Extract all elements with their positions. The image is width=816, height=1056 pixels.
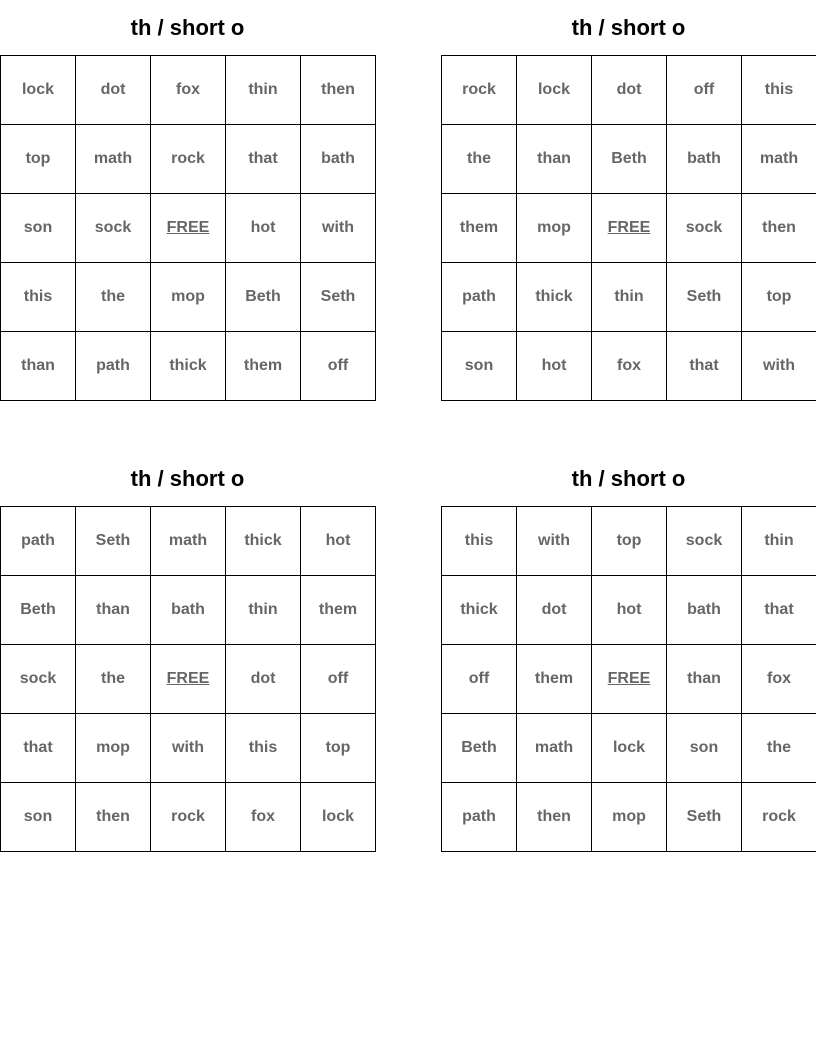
grid-cell: top [1, 125, 76, 194]
grid-row [1, 56, 376, 125]
grid-cell: thick [517, 263, 592, 332]
grid-cell: the [76, 263, 151, 332]
grid-cell: this [1, 263, 76, 332]
grid-row [442, 507, 816, 576]
grid-cell: the [742, 714, 816, 783]
bingo-card-2 [441, 0, 816, 401]
grid-cell: sock [667, 507, 742, 576]
grid-cell: rock [442, 56, 517, 125]
grid-cell: math [517, 714, 592, 783]
grid-cell: thin [592, 263, 667, 332]
grid-cell: lock [592, 714, 667, 783]
grid-row [442, 714, 816, 783]
grid-row [1, 194, 376, 263]
grid-row [442, 645, 816, 714]
grid-row [442, 263, 816, 332]
grid-row [1, 714, 376, 783]
grid-cell: than [517, 125, 592, 194]
bingo-grid [0, 55, 376, 401]
bingo-card-3 [0, 451, 375, 852]
grid-cell: Seth [301, 263, 376, 332]
grid-cell: Seth [76, 507, 151, 576]
grid-row [442, 56, 816, 125]
grid-cell: with [301, 194, 376, 263]
grid-cell: hot [517, 332, 592, 401]
grid-cell: sock [667, 194, 742, 263]
grid-cell: that [1, 714, 76, 783]
grid-cell: Beth [226, 263, 301, 332]
card-title: th / short o [130, 15, 245, 40]
grid-cell: then [301, 56, 376, 125]
grid-cell: fox [592, 332, 667, 401]
grid-cell: Seth [667, 783, 742, 852]
card-title: th / short o [130, 466, 245, 491]
free-space-cell: FREE [151, 645, 226, 714]
grid-cell: the [442, 125, 517, 194]
free-space-cell: FREE [151, 194, 226, 263]
grid-cell: mop [151, 263, 226, 332]
grid-row [442, 194, 816, 263]
grid-cell: this [442, 507, 517, 576]
card-title: th / short o [571, 15, 686, 40]
grid-cell: dot [592, 56, 667, 125]
free-space-cell: FREE [592, 645, 667, 714]
grid-cell: then [742, 194, 816, 263]
grid-cell: fox [151, 56, 226, 125]
grid-cell: them [301, 576, 376, 645]
grid-cell: thick [226, 507, 301, 576]
grid-cell: that [742, 576, 816, 645]
grid-cell: dot [517, 576, 592, 645]
grid-cell: hot [226, 194, 301, 263]
grid-cell: thin [226, 576, 301, 645]
grid-cell: that [226, 125, 301, 194]
grid-cell: Beth [1, 576, 76, 645]
grid-cell: son [1, 194, 76, 263]
grid-cell: thick [151, 332, 226, 401]
grid-cell: bath [301, 125, 376, 194]
grid-cell: path [76, 332, 151, 401]
grid-row [1, 576, 376, 645]
grid-cell: sock [76, 194, 151, 263]
grid-cell: off [442, 645, 517, 714]
card-title: th / short o [571, 466, 686, 491]
grid-cell: this [226, 714, 301, 783]
grid-cell: math [742, 125, 816, 194]
grid-cell: mop [76, 714, 151, 783]
grid-cell: lock [517, 56, 592, 125]
grid-cell: top [592, 507, 667, 576]
grid-cell: math [76, 125, 151, 194]
grid-cell: Beth [442, 714, 517, 783]
grid-cell: path [1, 507, 76, 576]
grid-cell: with [517, 507, 592, 576]
grid-cell: hot [592, 576, 667, 645]
grid-cell: bath [667, 125, 742, 194]
bingo-card-1 [0, 0, 375, 401]
grid-cell: top [301, 714, 376, 783]
grid-cell: mop [517, 194, 592, 263]
grid-row [442, 332, 816, 401]
grid-cell: bath [667, 576, 742, 645]
grid-cell: then [76, 783, 151, 852]
grid-row [1, 332, 376, 401]
grid-cell: fox [742, 645, 816, 714]
grid-cell: bath [151, 576, 226, 645]
grid-row [442, 783, 816, 852]
grid-row [442, 576, 816, 645]
grid-row [1, 645, 376, 714]
grid-cell: Beth [592, 125, 667, 194]
grid-cell: rock [151, 125, 226, 194]
grid-cell: dot [76, 56, 151, 125]
grid-row [442, 125, 816, 194]
grid-cell: off [301, 332, 376, 401]
grid-cell: with [742, 332, 816, 401]
bingo-grid [441, 506, 816, 852]
grid-cell: than [1, 332, 76, 401]
grid-cell: son [1, 783, 76, 852]
grid-cell: then [517, 783, 592, 852]
grid-cell: son [442, 332, 517, 401]
grid-cell: thin [226, 56, 301, 125]
bingo-grid [441, 55, 816, 401]
grid-cell: lock [301, 783, 376, 852]
grid-cell: them [517, 645, 592, 714]
grid-row [1, 507, 376, 576]
grid-cell: hot [301, 507, 376, 576]
grid-cell: off [667, 56, 742, 125]
grid-cell: fox [226, 783, 301, 852]
grid-cell: son [667, 714, 742, 783]
bingo-card-4 [441, 451, 816, 852]
bingo-grid [0, 506, 376, 852]
grid-cell: this [742, 56, 816, 125]
grid-cell: rock [151, 783, 226, 852]
grid-cell: rock [742, 783, 816, 852]
grid-cell: than [667, 645, 742, 714]
grid-cell: thin [742, 507, 816, 576]
grid-cell: that [667, 332, 742, 401]
grid-cell: path [442, 783, 517, 852]
grid-cell: them [442, 194, 517, 263]
grid-cell: top [742, 263, 816, 332]
grid-cell: than [76, 576, 151, 645]
free-space-cell: FREE [592, 194, 667, 263]
grid-cell: lock [1, 56, 76, 125]
grid-row [1, 125, 376, 194]
grid-cell: dot [226, 645, 301, 714]
grid-cell: Seth [667, 263, 742, 332]
grid-cell: mop [592, 783, 667, 852]
grid-cell: off [301, 645, 376, 714]
grid-cell: path [442, 263, 517, 332]
grid-row [1, 783, 376, 852]
grid-cell: math [151, 507, 226, 576]
grid-cell: them [226, 332, 301, 401]
grid-cell: sock [1, 645, 76, 714]
grid-cell: thick [442, 576, 517, 645]
grid-cell: with [151, 714, 226, 783]
grid-cell: the [76, 645, 151, 714]
grid-row [1, 263, 376, 332]
